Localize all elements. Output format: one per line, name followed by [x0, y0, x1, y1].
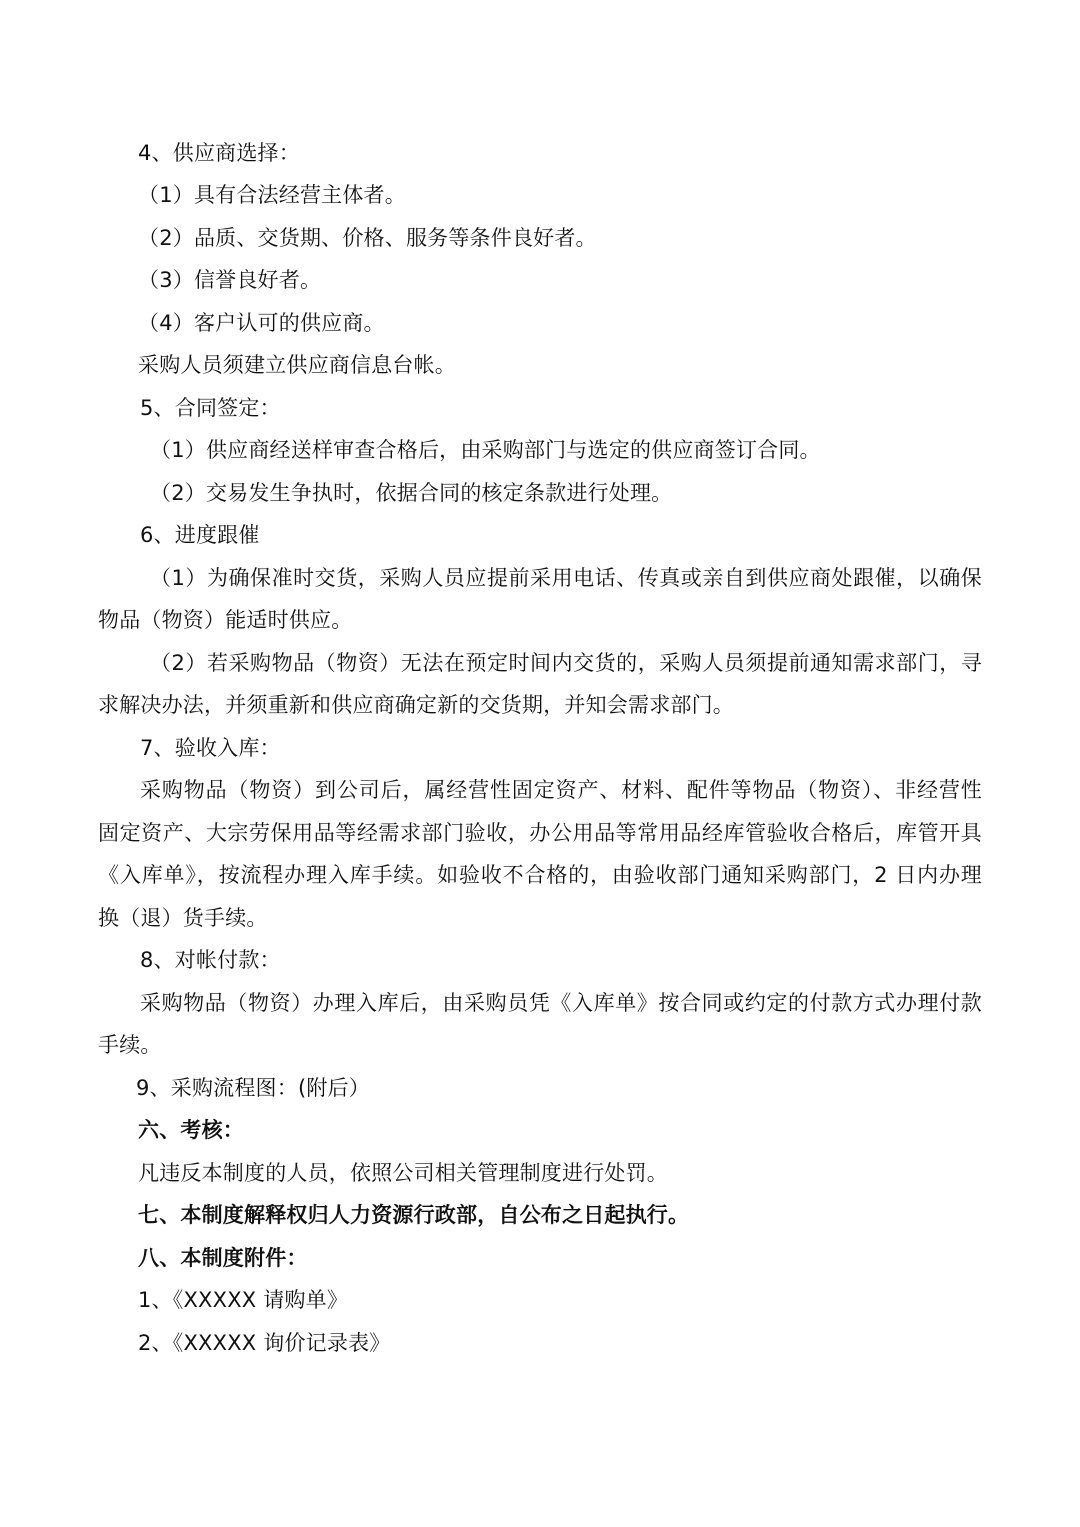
paragraph-continuation: 换（退）货手续。 [98, 906, 268, 930]
section-9-heading: 9、采购流程图：(附后） [136, 1076, 370, 1100]
paragraph: 采购人员须建立供应商信息台帐。 [138, 353, 456, 377]
paragraph-continuation: 《入库单》，按流程办理入库手续。如验收不合格的，由验收部门通知采购部门，2 日内办理 [98, 863, 982, 887]
paragraph: 凡违反本制度的人员，依照公司相关管理制度进行处罚。 [138, 1161, 668, 1185]
paragraph: （2）若采购物品（物资）无法在预定时间内交货的，采购人员须提前通知需求部门，寻 [150, 651, 982, 675]
attachments-heading: 八、本制度附件： [138, 1246, 308, 1270]
list-item: （4）客户认可的供应商。 [138, 311, 385, 335]
assessment-heading: 六、考核： [138, 1118, 244, 1142]
paragraph: （1）为确保准时交货，采购人员应提前采用电话、传真或亲自到供应商处跟催，以确保 [150, 566, 982, 590]
attachment-item: 2、《XXXXX 询价记录表》 [138, 1331, 391, 1355]
attachment-item: 1、《XXXXX 请购单》 [138, 1288, 349, 1312]
list-item: （3）信誉良好者。 [138, 268, 322, 292]
section-7-heading: 7、验收入库： [140, 736, 281, 760]
list-item: （1）具有合法经营主体者。 [138, 183, 406, 207]
list-item: （2）品质、交货期、价格、服务等条件良好者。 [138, 226, 597, 250]
section-4-heading: 4、供应商选择： [138, 141, 300, 165]
paragraph: 采购物品（物资）到公司后，属经营性固定资产、材料、配件等物品（物资）、非经营性 [140, 778, 982, 802]
section-5-heading: 5、合同签定： [140, 396, 281, 420]
section-8-heading: 8、对帐付款： [140, 948, 281, 972]
section-6-heading: 6、进度跟催 [140, 523, 260, 547]
paragraph-continuation: 求解决办法，并须重新和供应商确定新的交货期，并知会需求部门。 [98, 693, 734, 717]
interpretation-clause: 七、本制度解释权归人力资源行政部，自公布之日起执行。 [138, 1203, 690, 1227]
list-item: （1）供应商经送样审查合格后，由采购部门与选定的供应商签订合同。 [150, 438, 821, 462]
paragraph-continuation: 手续。 [98, 1033, 162, 1057]
paragraph-continuation: 物品（物资）能适时供应。 [98, 608, 353, 632]
paragraph-continuation: 固定资产、大宗劳保用品等经需求部门验收，办公用品等常用品经库管验收合格后，库管开具 [98, 821, 982, 845]
list-item: （2）交易发生争执时，依据合同的核定条款进行处理。 [150, 481, 673, 505]
paragraph: 采购物品（物资）办理入库后，由采购员凭《入库单》按合同或约定的付款方式办理付款 [140, 991, 982, 1015]
